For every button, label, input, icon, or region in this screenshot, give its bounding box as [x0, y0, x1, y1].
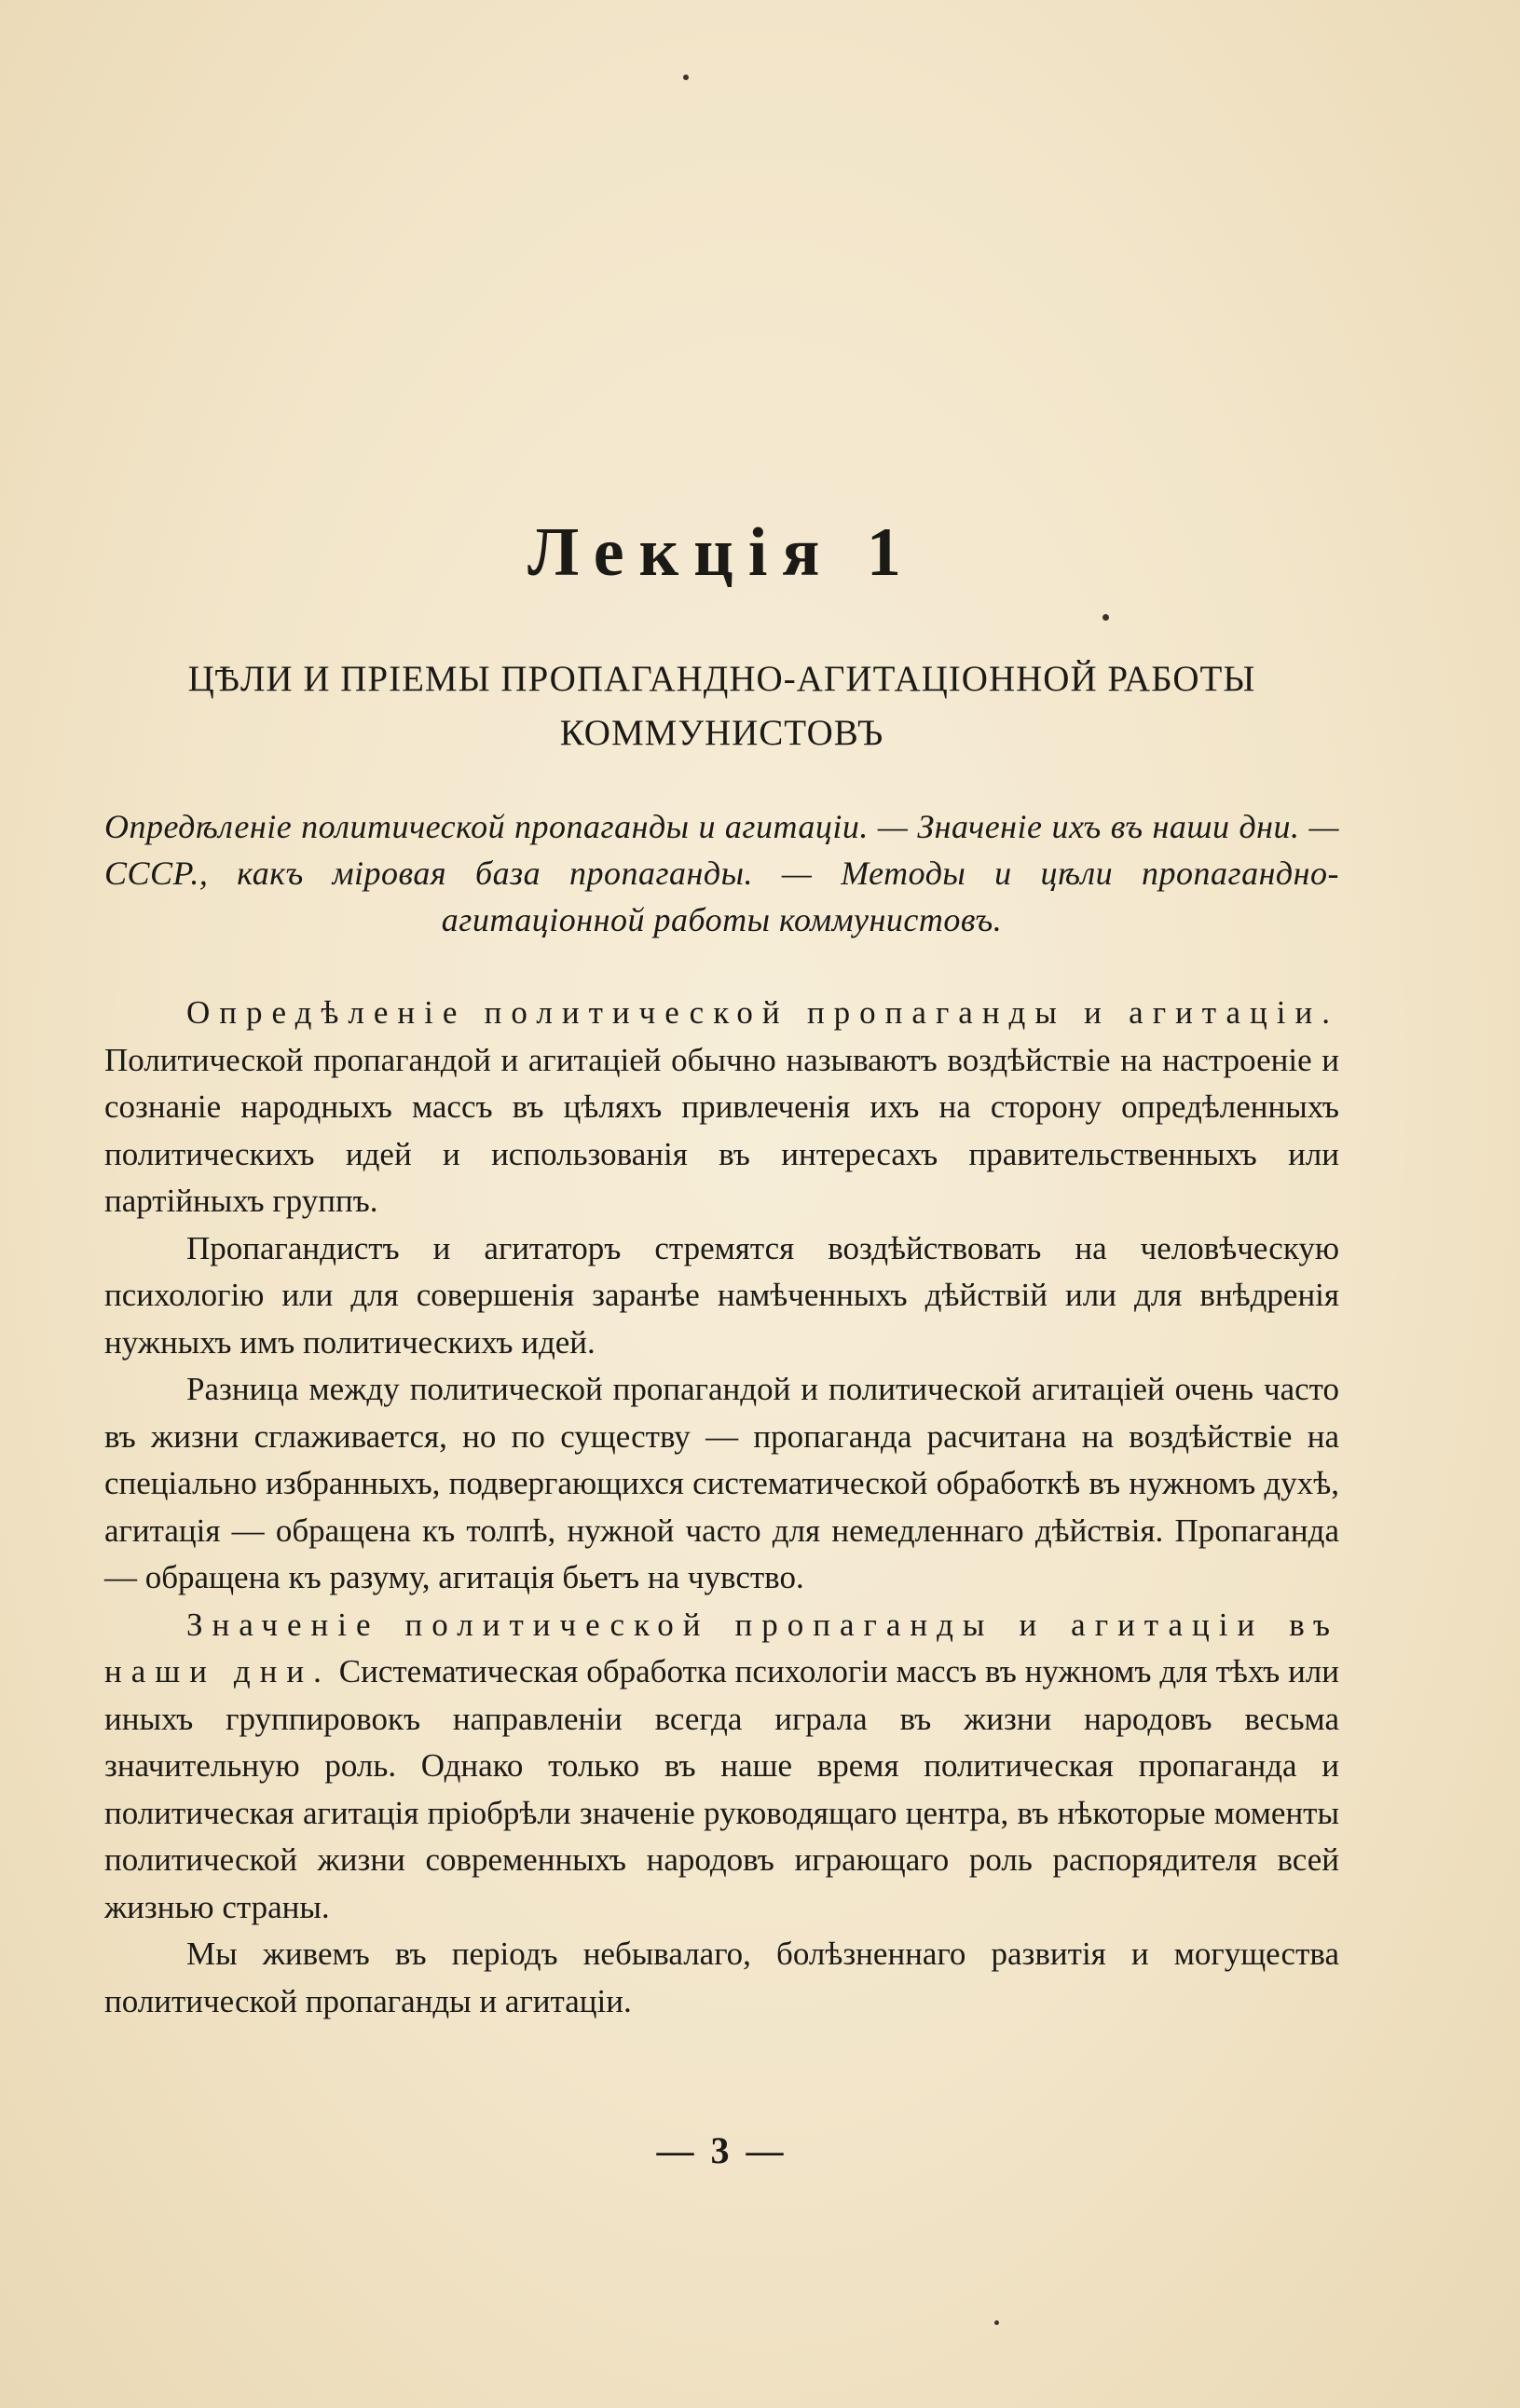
page-number: — 3 —	[656, 2129, 787, 2171]
paragraph	[104, 1931, 1339, 2025]
paper-speck	[994, 2320, 999, 2325]
paragraph	[104, 1225, 1339, 1367]
paper-speck	[683, 75, 689, 80]
paragraph	[104, 990, 1339, 1225]
chapter-title-line-2: КОММУНИСТОВЪ	[559, 713, 884, 753]
paragraph-text: Систематическая обработка психологіи массъ въ нужномъ для тѣхъ или иныхъ группировокъ направленіи всегда играла въ жизни народовъ весьма значительную роль. Однако только въ наше время политическая пропаганда и политическая агитація пріобрѣли значеніе руководящаго центра, въ нѣкоторые моменты политической жизни современныхъ народовъ играющаго роль распорядителя всей жизнью страны.	[104, 1653, 1339, 1925]
chapter-title	[104, 652, 1339, 760]
paragraph-text: Пропагандистъ и агитаторъ стремятся воздѣйствовать на человѣческую психологію или для совершенія заранѣе намѣченныхъ дѣйствій или для внѣдренія нужныхъ имъ политическихъ идей.	[104, 1229, 1339, 1361]
chapter-summary: Опредѣленіе политической пропаганды и агитаціи. — Значеніе ихъ въ наши дни. — СССР., какъ міровая база пропаганды. — Методы и цѣли пропагандно-агитаціонной работы коммунистовъ.	[104, 808, 1339, 938]
paragraph-text: Разница между политической пропагандой и политической агитаціей очень часто въ жизни сглаживается, но по существу — пропаганда расчитана на воздѣйствіе на спеціально избранныхъ, подвергающихся систематической обработкѣ въ нужномъ духѣ, агитація — обращена къ толпѣ, нужной часто для немедленнаго дѣйствія. Пропаганда — обращена къ разуму, агитація бьетъ на чувство.	[104, 1371, 1339, 1595]
paragraph-text: Мы живемъ въ періодъ небывалаго, болѣзненнаго развитія и могущества политической пропаганды и агитаціи.	[104, 1936, 1339, 2019]
paragraph-text: Политической пропагандой и агитаціей обычно называютъ воздѣйствіе на настроеніе и сознаніе народныхъ массъ въ цѣляхъ привлеченія ихъ на сторону опредѣленныхъ политическихъ идей и использованія въ интересахъ правительственныхъ или партійныхъ группъ.	[104, 1041, 1339, 1219]
paper-speck	[1102, 614, 1109, 621]
body-text	[104, 990, 1339, 2025]
paragraph	[104, 1602, 1339, 1932]
document-page	[104, 0, 1339, 2408]
paragraph-heading: Значеніе политической пропаганды и агитаціи въ наши дни.	[104, 1606, 1339, 1690]
paragraph-heading: Опредѣленіе политической пропаганды и агитаціи.	[186, 994, 1339, 1031]
paragraph	[104, 1366, 1339, 1602]
chapter-title-line-1: ЦѢЛИ И ПРІЕМЫ ПРОПАГАНДНО-АГИТАЦІОННОЙ РАБОТЫ	[187, 659, 1256, 699]
lecture-title: Лекція 1	[527, 514, 916, 591]
